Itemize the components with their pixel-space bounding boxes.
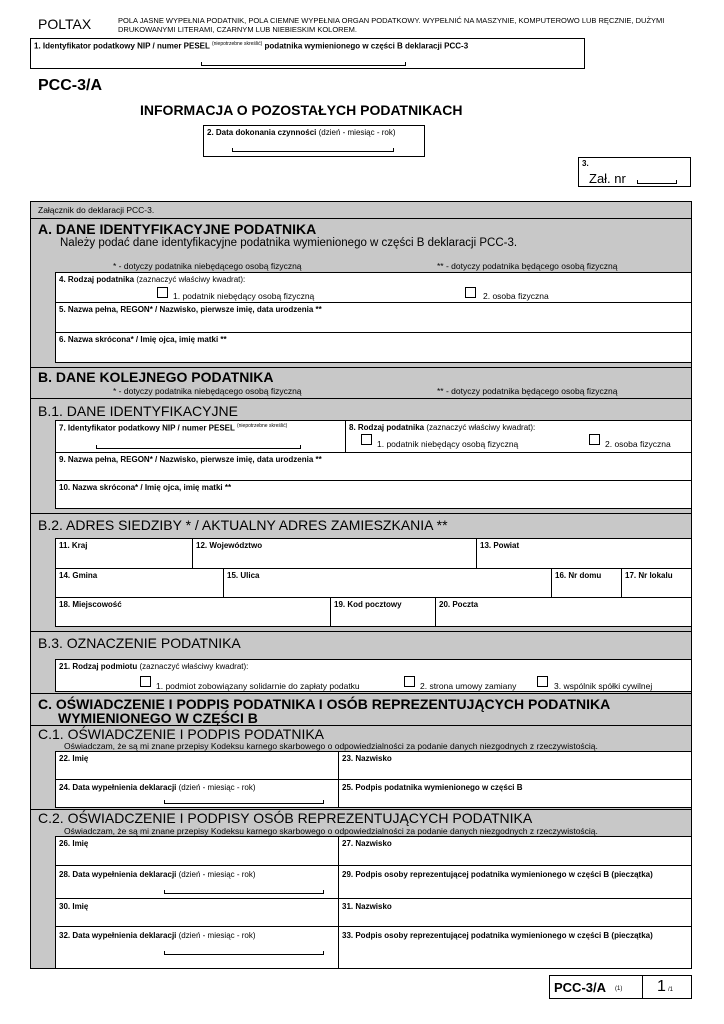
field-20-box[interactable] <box>435 597 692 627</box>
divider <box>30 398 692 399</box>
field-4-option-1-label: 1. podatnik niebędący osobą fizyczną <box>173 291 315 301</box>
field-28-date-ticks <box>164 890 324 894</box>
footer-page-box <box>642 975 692 999</box>
section-a-title: A. DANE IDENTYFIKACYJNE PODATNIKA <box>38 221 317 237</box>
field-16-box[interactable] <box>551 568 622 598</box>
field-31-box[interactable] <box>338 898 692 927</box>
field-8-option-1-label: 1. podatnik niebędący osobą fizyczną <box>377 439 519 449</box>
field-17-box[interactable] <box>621 568 692 598</box>
field-6-label: 6. Nazwa skrócona* / Imię ojca, imię matki ** <box>59 335 227 344</box>
field-19-box[interactable] <box>330 597 436 627</box>
field-30-box[interactable] <box>55 898 339 927</box>
field-21-hint: (zaznaczyć właściwy kwadrat): <box>139 662 249 671</box>
field-11-label: 11. Kraj <box>59 541 88 550</box>
form-code: PCC-3/A <box>38 77 103 94</box>
field-1-label: 1. Identyfikator podatkowy NIP / numer PESEL <box>34 41 210 51</box>
footer-code-box <box>549 975 643 999</box>
brand: POLTAX <box>38 16 92 32</box>
section-c-title-line-2: WYMIENIONEGO W CZĘŚCI B <box>58 710 258 726</box>
field-32-date-ticks <box>164 951 324 955</box>
field-21-option-3-checkbox[interactable] <box>537 676 548 687</box>
field-6-box[interactable] <box>55 332 692 363</box>
field-17-label: 17. Nr lokalu <box>625 571 673 580</box>
field-4-box[interactable] <box>55 272 692 303</box>
field-2-date-ticks <box>232 148 394 152</box>
field-26-label: 26. Imię <box>59 839 89 848</box>
section-a-subtitle: Należy podać dane identyfikacyjne podatnika wymienionego w części B deklaracji PCC-3. <box>60 237 518 249</box>
field-21-box[interactable] <box>55 659 692 692</box>
field-31-label: 31. Nazwisko <box>342 902 392 911</box>
field-8-label: 8. Rodzaj podatnika <box>349 423 425 432</box>
field-2-hint: (dzień - miesiąc - rok) <box>318 128 396 137</box>
field-5-box[interactable] <box>55 302 692 333</box>
field-7-sup: (niepotrzebne skreślić) <box>236 423 288 429</box>
field-27-label: 27. Nazwisko <box>342 839 392 848</box>
field-4-label: 4. Rodzaj podatnika <box>59 275 135 284</box>
field-4-hint: (zaznaczyć właściwy kwadrat): <box>136 275 246 284</box>
field-24-date-ticks <box>164 800 324 804</box>
field-16-label: 16. Nr domu <box>555 571 602 580</box>
field-28-hint: (dzień - miesiąc - rok) <box>178 870 256 879</box>
section-c-title-line-1: C. OŚWIADCZENIE I PODPIS PODATNIKA I OSÓB REPREZENTUJĄCYCH PODATNIKA <box>38 696 611 712</box>
field-3-ticks <box>637 180 677 184</box>
field-25-box[interactable] <box>338 779 692 808</box>
field-32-label: 32. Data wypełnienia deklaracji <box>59 931 177 940</box>
field-15-label: 15. Ulica <box>227 571 260 580</box>
field-13-box[interactable] <box>476 538 692 569</box>
form-title: INFORMACJA O POZOSTAŁYCH PODATNIKACH <box>140 102 463 118</box>
divider <box>30 513 692 514</box>
section-b-title: B. DANE KOLEJNEGO PODATNIKA <box>38 369 274 385</box>
field-1-label-end: podatnika wymienionego w części B deklaracji PCC-3 <box>264 41 469 51</box>
field-18-label: 18. Miejscowość <box>59 600 122 609</box>
field-22-label: 22. Imię <box>59 754 89 763</box>
section-b3-title: B.3. OZNACZENIE PODATNIKA <box>38 635 241 651</box>
section-b2-title: B.2. ADRES SIEDZIBY * / AKTUALNY ADRES ZAMIESZKANIA ** <box>38 517 448 533</box>
field-23-box[interactable] <box>338 751 692 780</box>
divider <box>30 367 692 368</box>
field-21-label: 21. Rodzaj podmiotu <box>59 662 138 671</box>
field-8-box[interactable] <box>345 420 692 453</box>
field-14-box[interactable] <box>55 568 224 598</box>
divider <box>30 631 692 632</box>
field-21-option-2-label: 2. strona umowy zamiany <box>420 681 517 691</box>
field-10-box[interactable] <box>55 480 692 509</box>
footer-page-total: /1 <box>668 987 674 993</box>
field-3-label: 3. <box>582 159 589 168</box>
field-18-box[interactable] <box>55 597 331 627</box>
footnote-star-1: * - dotyczy podatnika niebędącego osobą fizyczną <box>113 261 302 271</box>
field-33-box[interactable] <box>338 926 692 969</box>
field-2-box[interactable] <box>203 125 425 157</box>
field-26-box[interactable] <box>55 836 339 866</box>
field-27-box[interactable] <box>338 836 692 866</box>
field-4-option-2-checkbox[interactable] <box>465 287 476 298</box>
field-5-label: 5. Nazwa pełna, REGON* / Nazwisko, pierwsze imię, data urodzenia ** <box>59 305 322 314</box>
field-7-box[interactable] <box>55 420 346 453</box>
field-24-box[interactable] <box>55 779 339 808</box>
field-9-box[interactable] <box>55 452 692 481</box>
field-4-option-1-checkbox[interactable] <box>157 287 168 298</box>
field-12-box[interactable] <box>192 538 477 569</box>
field-21-option-2-checkbox[interactable] <box>404 676 415 687</box>
field-28-label: 28. Data wypełnienia deklaracji <box>59 870 177 879</box>
section-c1-title: C.1. OŚWIADCZENIE I PODPIS PODATNIKA <box>38 726 325 742</box>
field-32-box[interactable] <box>55 926 339 969</box>
footer-version: (1) <box>615 986 623 992</box>
attachment-note: Załącznik do deklaracji PCC-3. <box>38 205 155 215</box>
field-8-hint: (zaznaczyć właściwy kwadrat): <box>426 423 536 432</box>
field-7-digit-ticks <box>96 445 301 449</box>
top-notice: POLA JASNE WYPEŁNIA PODATNIK, POLA CIEMNE WYPEŁNIA ORGAN PODATKOWY. WYPEŁNIĆ NA MASZYNIE, KOMPUTEROWO LUB RĘCZNIE, DUŻYMI DRUKOWANYMI LITERAMI, CZARNYM LUB NIEBIESKIM KOLOREM. <box>118 16 665 34</box>
field-28-box[interactable] <box>55 865 339 899</box>
field-1-sup: (niepotrzebne skreślić) <box>211 41 263 47</box>
field-19-label: 19. Kod pocztowy <box>334 600 402 609</box>
field-29-label: 29. Podpis osoby reprezentującej podatnika wymienionego w części B (pieczątka) <box>342 870 653 879</box>
field-10-label: 10. Nazwa skrócona* / Imię ojca, imię matki ** <box>59 483 232 492</box>
attachment-number: Zał. nr <box>589 171 626 186</box>
footnote-star-1-b: * - dotyczy podatnika niebędącego osobą fizyczną <box>113 386 302 396</box>
field-20-label: 20. Poczta <box>439 600 479 609</box>
field-4-option-2-label: 2. osoba fizyczna <box>483 291 549 301</box>
divider <box>30 218 692 219</box>
footnote-star-2: ** - dotyczy podatnika będącego osobą fizyczną <box>437 261 618 271</box>
field-24-hint: (dzień - miesiąc - rok) <box>178 783 256 792</box>
field-13-label: 13. Powiat <box>480 541 520 550</box>
field-8-option-1-checkbox[interactable] <box>361 434 372 445</box>
field-11-box[interactable] <box>55 538 193 569</box>
field-30-label: 30. Imię <box>59 902 89 911</box>
c2-statement: Oświadczam, że są mi znane przepisy Kodeksu karnego skarbowego o odpowiedzialności za podanie danych niezgodnych z rzeczywistością. <box>64 826 598 836</box>
footer-page-number: 1 <box>657 978 666 995</box>
field-21-option-3-label: 3. wspólnik spółki cywilnej <box>554 681 653 691</box>
field-8-option-2-label: 2. osoba fizyczna <box>605 439 671 449</box>
field-1-box[interactable] <box>30 38 585 69</box>
field-21-option-1-checkbox[interactable] <box>140 676 151 687</box>
footnote-star-2-b: ** - dotyczy podatnika będącego osobą fizyczną <box>437 386 618 396</box>
field-15-box[interactable] <box>223 568 552 598</box>
field-24-label: 24. Data wypełnienia deklaracji <box>59 783 177 792</box>
section-b1-title: B.1. DANE IDENTYFIKACYJNE <box>38 403 238 419</box>
field-21-option-1-label: 1. podmiot zobowiązany solidarnie do zapłaty podatku <box>156 681 360 691</box>
field-12-label: 12. Województwo <box>196 541 263 550</box>
field-8-option-2-checkbox[interactable] <box>589 434 600 445</box>
field-32-hint: (dzień - miesiąc - rok) <box>178 931 256 940</box>
field-23-label: 23. Nazwisko <box>342 754 392 763</box>
field-9-label: 9. Nazwa pełna, REGON* / Nazwisko, pierwsze imię, data urodzenia ** <box>59 455 322 464</box>
field-33-label: 33. Podpis osoby reprezentującej podatnika wymienionego w części B (pieczątka) <box>342 931 653 940</box>
field-3-box[interactable] <box>578 157 691 187</box>
field-1-digit-ticks <box>201 62 406 66</box>
section-c2-title: C.2. OŚWIADCZENIE I PODPISY OSÓB REPREZENTUJĄCYCH PODATNIKA <box>38 810 533 826</box>
field-29-box[interactable] <box>338 865 692 899</box>
divider <box>30 693 692 694</box>
field-7-label: 7. Identyfikator podatkowy NIP / numer PESEL <box>59 423 235 433</box>
field-14-label: 14. Gmina <box>59 571 98 580</box>
footer-form-code: PCC-3/A <box>554 980 607 995</box>
field-2-label: 2. Data dokonania czynności <box>207 128 317 137</box>
c1-statement: Oświadczam, że są mi znane przepisy Kodeksu karnego skarbowego o odpowiedzialności za podanie danych niezgodnych z rzeczywistością. <box>64 741 598 751</box>
field-25-label: 25. Podpis podatnika wymienionego w części B <box>342 783 523 792</box>
field-22-box[interactable] <box>55 751 339 780</box>
